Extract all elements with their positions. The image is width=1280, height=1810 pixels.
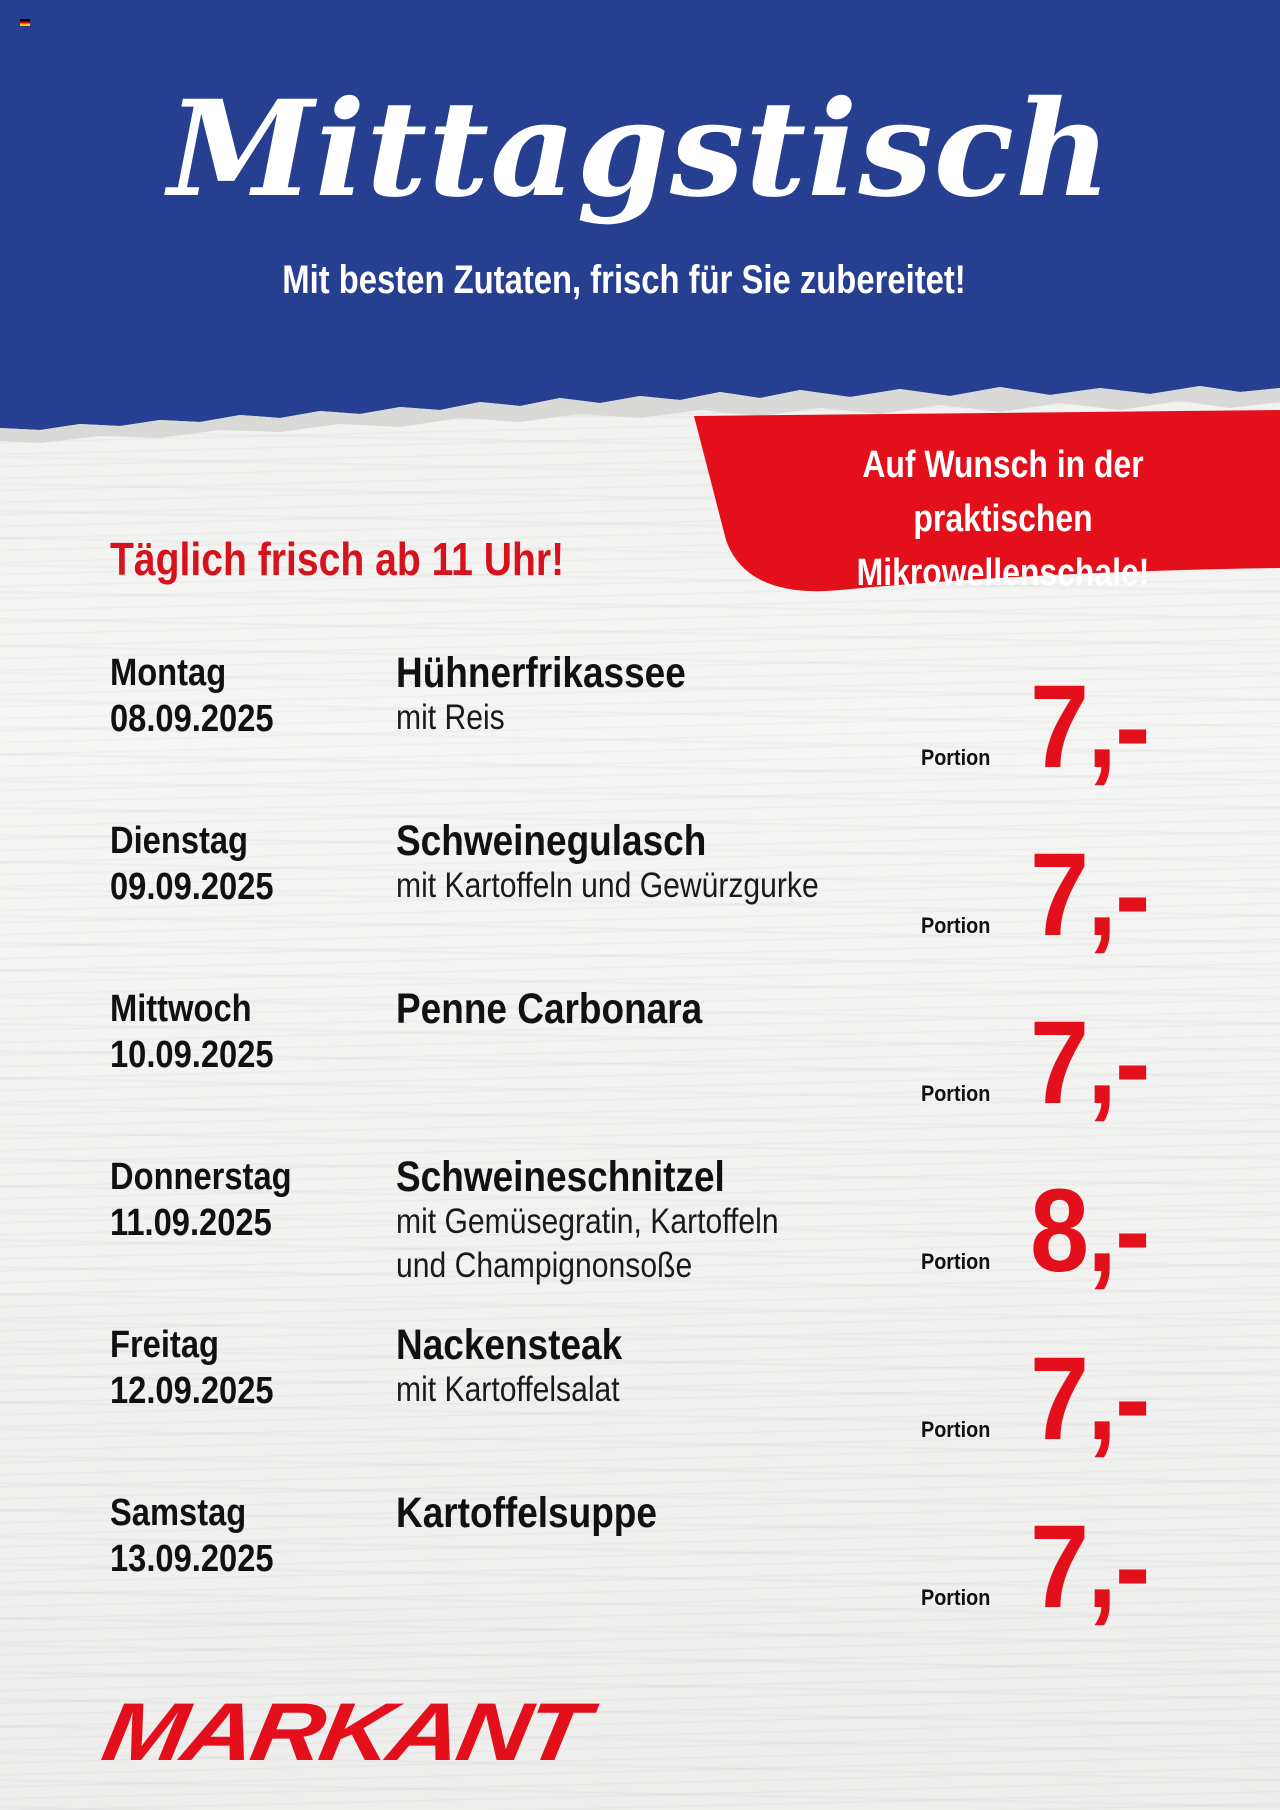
portion-label: Portion (921, 745, 991, 770)
badge-line-2: Mikrowellenschale! (856, 552, 1150, 594)
day-date: 11.09.2025 (110, 1202, 272, 1244)
dish-description: mit Reis (396, 698, 505, 737)
menu-row (0, 1154, 1280, 1322)
dish-name: Nackensteak (396, 1321, 623, 1369)
torn-paper-banner (0, 0, 1280, 470)
day-column (110, 650, 274, 742)
dish-name: Kartoffelsuppe (396, 1489, 657, 1537)
price: 7,- (1030, 1333, 1149, 1465)
day-name: Donnerstag (110, 1156, 292, 1198)
day-date: 09.09.2025 (110, 866, 274, 908)
dish-name: Penne Carbonara (396, 985, 703, 1033)
menu-row (0, 986, 1280, 1154)
dish-name: Schweinegulasch (396, 817, 707, 865)
dish-description: mit Kartoffeln und Gewürzgurke (396, 866, 819, 905)
price: 8,- (1030, 1165, 1149, 1297)
price: 7,- (1030, 661, 1149, 793)
microwave-badge (690, 410, 1280, 595)
dish-column (396, 1154, 779, 1288)
dish-description: mit Gemüsegratin, Kartoffeln (396, 1202, 779, 1241)
day-date: 13.09.2025 (110, 1538, 274, 1580)
badge-text (770, 438, 1235, 600)
flag-icon (20, 19, 30, 26)
day-column (110, 1322, 274, 1414)
day-date: 12.09.2025 (110, 1370, 274, 1412)
day-column (110, 818, 274, 910)
price: 7,- (1030, 997, 1149, 1129)
dish-column (396, 1490, 657, 1536)
day-column (110, 1490, 274, 1582)
day-date: 08.09.2025 (110, 698, 274, 740)
badge-line-1: Auf Wunsch in der praktischen (862, 444, 1144, 540)
dish-description-2: und Champignonsoße (396, 1246, 693, 1285)
day-date: 10.09.2025 (110, 1034, 274, 1076)
portion-label: Portion (921, 1249, 991, 1274)
portion-label: Portion (921, 1417, 991, 1442)
markant-logo: MARKANT (96, 1687, 592, 1778)
menu-row (0, 818, 1280, 986)
dish-name: Hühnerfrikassee (396, 649, 686, 697)
page-title: Mittagstisch (167, 72, 1113, 227)
menu-row (0, 650, 1280, 818)
portion-label: Portion (921, 1081, 991, 1106)
dish-column (396, 650, 686, 740)
menu-row (0, 1490, 1280, 1658)
header-banner (0, 0, 1280, 470)
menu-row (0, 1322, 1280, 1490)
day-column (110, 986, 274, 1078)
dish-column (396, 818, 819, 908)
day-name: Samstag (110, 1492, 247, 1534)
price: 7,- (1030, 829, 1149, 961)
dish-name: Schweineschnitzel (396, 1153, 725, 1201)
tagline: Täglich frisch ab 11 Uhr! (110, 533, 565, 585)
dish-column (396, 1322, 622, 1412)
portion-label: Portion (921, 1585, 991, 1610)
page-subtitle: Mit besten Zutaten, frisch für Sie zubereitet! (282, 258, 966, 302)
day-column (110, 1154, 292, 1246)
dish-description: mit Kartoffelsalat (396, 1370, 620, 1409)
portion-label: Portion (921, 913, 991, 938)
day-name: Montag (110, 652, 227, 694)
dish-column (396, 986, 702, 1032)
day-name: Mittwoch (110, 988, 252, 1030)
day-name: Dienstag (110, 820, 249, 862)
day-name: Freitag (110, 1324, 219, 1366)
price: 7,- (1030, 1501, 1149, 1633)
